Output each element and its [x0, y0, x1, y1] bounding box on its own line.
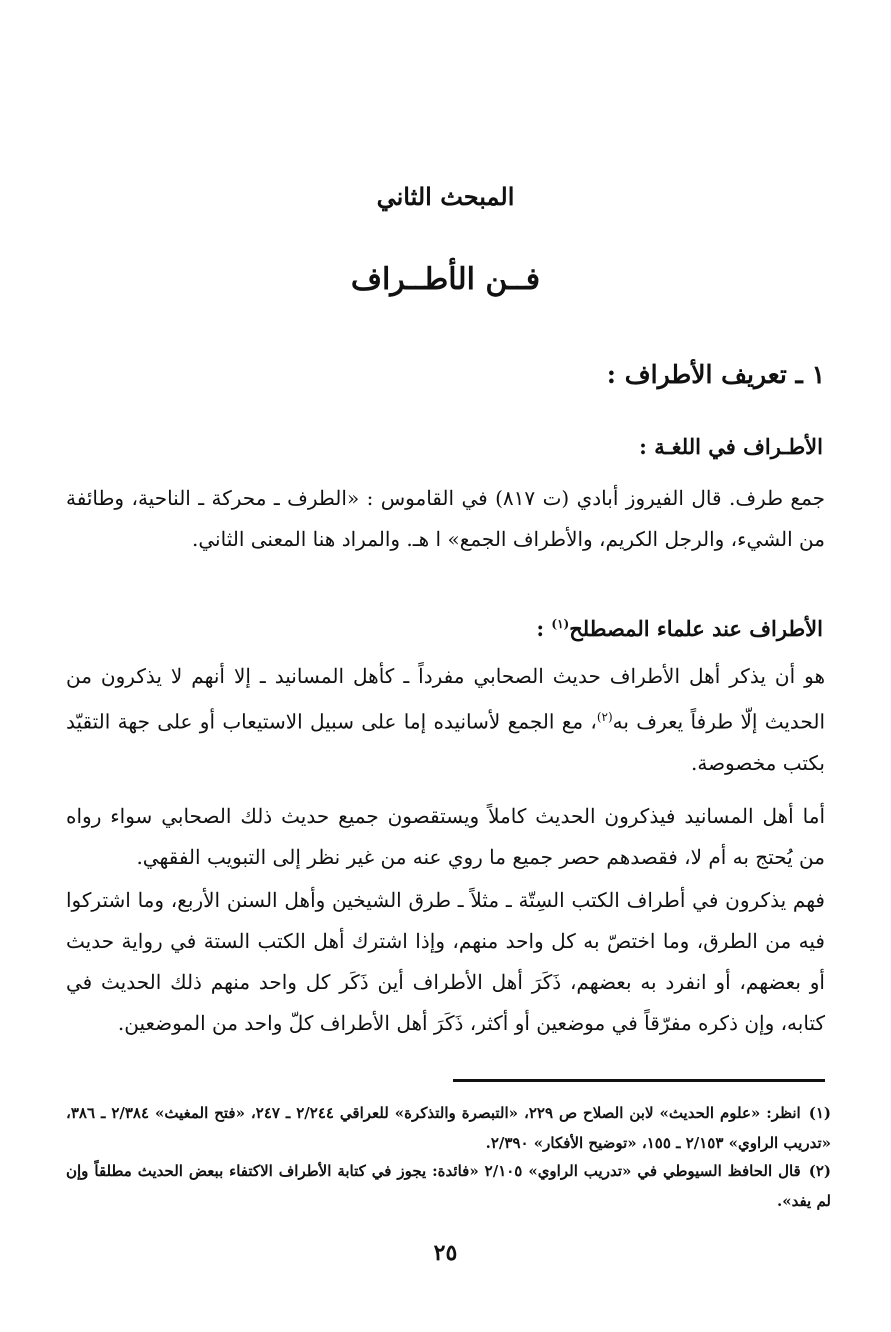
- chapter-heading: المبحث الثاني: [376, 182, 515, 211]
- subheading-terminology: [536, 616, 823, 641]
- paragraph-terminology-part-b: ، مع الجمع لأسانيده إما على سبيل الاستيعاب أو على جهة التقيّد بكتب مخصوصة.: [66, 709, 825, 775]
- footnote-2: [66, 1156, 831, 1216]
- footnote-1-text: انظر: «علوم الحديث» لابن الصلاح ص ٢٢٩، «التبصرة والتذكرة» للعراقي ٢/٢٤٤ ـ ٢٤٧، «فتح المغيث» ٢/٣٨٤ ـ ٣٨٦، «تدريب الراوي» ٢/١٥٣ ـ ١٥٥، «توضيح الأفكار» ٢/٣٩٠.: [66, 1104, 831, 1152]
- footnote-ref-2: (٢): [596, 710, 613, 724]
- footnote-2-number: (٢): [808, 1162, 831, 1180]
- page-number: ٢٥: [433, 1240, 458, 1266]
- footnote-2-text: قال الحافظ السيوطي في «تدريب الراوي» ٢/١٠٥ «فائدة: يجوز في كتابة الأطراف الاكتفاء ببعض الحديث مطلقاً وإن لم يفد».: [66, 1162, 831, 1210]
- section-heading: ١ ـ تعريف الأطراف :: [606, 360, 825, 389]
- topic-title: فــن الأطــراف: [350, 262, 541, 297]
- footnote-ref-1: (١): [551, 617, 570, 631]
- footnote-1-number: (١): [808, 1104, 831, 1122]
- subheading-language: الأطـراف في اللغـة :: [639, 434, 823, 459]
- subheading-colon: :: [536, 616, 552, 641]
- footnote-1: [66, 1098, 831, 1158]
- subheading-terminology-text: الأطراف عند علماء المصطلح: [569, 616, 823, 641]
- paragraph-language-definition: جمع طرف. قال الفيروز أبادي (ت ٨١٧) في القاموس : «الطرف ـ محركة ـ الناحية، وطائفة من الشيء، والرجل الكريم، والأطراف الجمع» ا هـ. والمراد هنا المعنى الثاني.: [66, 486, 825, 551]
- paragraph-six-books: فهم يذكرون في أطراف الكتب السِتّة ـ مثلاً ـ طرق الشيخين وأهل السنن الأربع، وما اشتركوا فيه من الطرق، وما اختصّ به كل واحد منهم، وإذا اشترك أهل الكتب الستة في رواية حديث أو بعضهم، أو انفرد به بعضهم، ذَكَرَ أهل الأطراف أين ذَكَر كل واحد منهم ذلك الحديث في كتابه، وإن ذكره مفرّقاً في موضعين أو أكثر، ذَكَرَ أهل الأطراف كلّ واحد من الموضعين.: [66, 888, 825, 1035]
- paragraph-terminology-part-a: هو أن يذكر أهل الأطراف حديث الصحابي مفرداً ـ كأهل المسانيد ـ إلا أنهم لا يذكرون من الحديث إلّا طرفاً يعرف به: [66, 664, 825, 734]
- footnote-separator: [453, 1079, 825, 1082]
- paragraph-terminology-definition: [66, 656, 825, 784]
- paragraph-musnad: أما أهل المسانيد فيذكرون الحديث كاملاً ويستقصون جميع حديث ذلك الصحابي سواء رواه من يُحتج به أم لا، فقصدهم حصر جميع ما روي عنه من غير نظر إلى التبويب الفقهي.: [66, 804, 825, 869]
